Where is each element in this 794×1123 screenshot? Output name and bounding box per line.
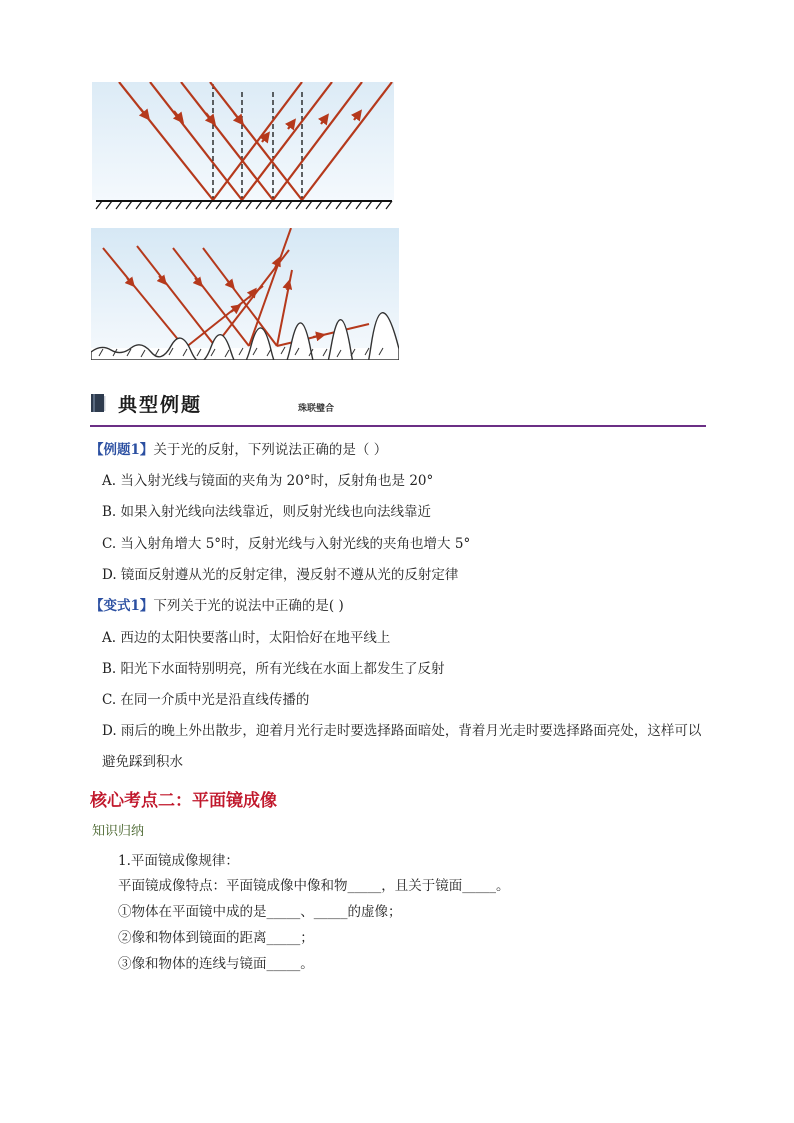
variant1-question-text: 下列关于光的说法中正确的是( ) <box>153 598 344 614</box>
diffuse-reflection-diagram <box>91 228 399 360</box>
variant1-option-b: B. 阳光下水面特别明亮，所有光线在水面上都发生了反射 <box>102 661 445 677</box>
example1-option-b: B. 如果入射光线向法线靠近，则反射光线也向法线靠近 <box>102 504 432 520</box>
section-title: 典型例题 <box>118 394 203 416</box>
variant1-question <box>90 596 344 616</box>
variant1-option-c: C. 在同一介质中光是沿直线传播的 <box>102 692 310 708</box>
example1-question-text: 关于光的反射，下列说法正确的是（ ） <box>153 442 388 458</box>
specular-reflection-diagram <box>92 82 394 212</box>
section-header <box>90 390 706 430</box>
knowledge-summary-label: 知识归纳 <box>92 824 145 839</box>
variant1-option-a: A. 西边的太阳快要落山时，太阳恰好在地平线上 <box>102 630 391 646</box>
mirror-hatching <box>96 201 392 209</box>
variant1-option-d: D. 雨后的晚上外出散步，迎着月光行走时要选择路面暗处，背着月光走时要选择路面亮处，这样可以避免踩到积水 <box>102 723 702 770</box>
book-icon <box>90 393 106 413</box>
example1-option-a: A. 当入射光线与镜面的夹角为 20°时，反射角也是 20° <box>102 473 434 489</box>
core-line-3: ①物体在平面镜中成的是_____、_____的虚像； <box>118 904 402 920</box>
section-motto: 珠联璧合 <box>298 404 335 414</box>
example1-tag: 【例题1】 <box>90 442 154 458</box>
core-line-2: 平面镜成像特点：平面镜成像中像和物_____，且关于镜面_____。 <box>118 878 510 894</box>
core-line-5: ③像和物体的连线与镜面_____。 <box>118 956 314 972</box>
variant1-tag: 【变式1】 <box>90 598 154 614</box>
example1-question <box>90 440 387 460</box>
core-line-1: 1.平面镜成像规律： <box>118 853 239 869</box>
example1-option-d: D. 镜面反射遵从光的反射定律，漫反射不遵从光的反射定律 <box>102 567 459 583</box>
section-divider <box>90 425 706 427</box>
core-line-4: ②像和物体到镜面的距离_____； <box>118 930 314 946</box>
example1-option-c: C. 当入射角增大 5°时，反射光线与入射光线的夹角也增大 5° <box>102 536 471 552</box>
core-point-title: 核心考点二：平面镜成像 <box>90 791 277 811</box>
